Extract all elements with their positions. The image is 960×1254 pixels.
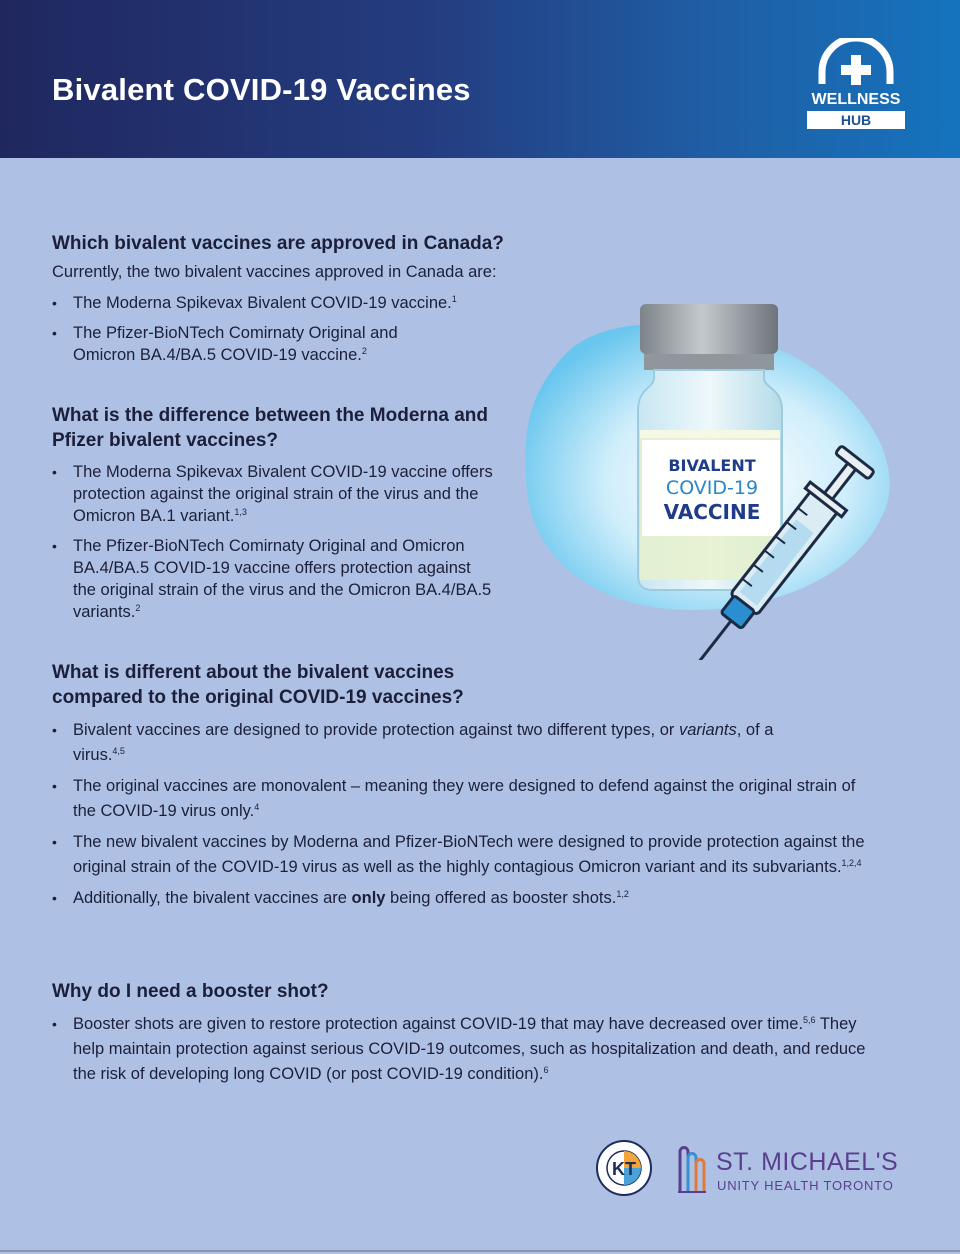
footer-logos [596,1138,916,1198]
section-heading: Why do I need a booster shot? [52,981,329,1002]
org-subtitle: UNITY HEALTH TORONTO [717,1178,894,1193]
list-item: • The Moderna Spikevax Bivalent COVID-19 vaccine.$^1$ [52,292,512,314]
section-heading: Which bivalent vaccines are approved in Canada? [52,233,504,254]
kt-logo [596,1140,652,1196]
page-divider [0,1250,960,1252]
list-item: • The Pfizer-BioNTech Comirnaty Original and Omicron BA.4/BA.5 COVID-19 vaccine offers protection against the original strain of the virus and the Omicron BA.4/BA.5 variants.$^2$ [52,535,497,623]
org-name: ST. MICHAEL'S [716,1148,899,1176]
list-item: • Booster shots are given to restore protection against COVID-19 that may have decreased over time.$^{5,6}$ They help maintain protection against serious COVID-19 outcomes, such as hospitalization and death, and reduce the risk of developing long COVID (or post COVID-19 condition).$^6$ [52,1012,892,1087]
section-heading: What is different about the bivalent vaccines compared to the original COVID-19 vaccines? [52,662,464,708]
wellness-hub-logo [800,38,912,134]
list-item: • The Pfizer-BioNTech Comirnaty Original and Omicron BA.4/BA.5 COVID-19 vaccine.$^2$ [52,322,453,366]
logo-line1: WELLNESS [811,91,901,108]
list-item: • Bivalent vaccines are designed to provide protection against two different types, or variants, of a virus.$^{4,5}$ [52,718,808,768]
st-michaels-mark [676,1142,708,1194]
page-title: Bivalent COVID-19 Vaccines [52,72,471,107]
section-bivalent-vs-original [52,660,882,911]
list-item: • The Moderna Spikevax Bivalent COVID-19 vaccine offers protection against the original strain of the virus and the Omicron BA.1 variant.$^{1,3}$ [52,461,497,527]
section-heading: What is the difference between the Moderna and Pfizer bivalent vaccines? [52,405,489,451]
section-intro: Currently, the two bivalent vaccines approved in Canada are: [52,263,497,281]
page-header [0,0,960,158]
bullet-list [52,718,882,911]
bullet-list [52,1012,892,1087]
section-booster [52,979,892,1087]
kt-logo-text: KT [612,1159,636,1179]
vial-label-line2: COVID-19 [665,477,759,499]
vial-label-line3: VACCINE [663,500,761,524]
bullet-list [52,292,512,366]
vaccine-illustration [520,290,920,660]
logo-line2: HUB [840,112,872,128]
section-difference [52,403,497,623]
vial-cap [640,304,778,354]
list-item: • The original vaccines are monovalent – meaning they were designed to defend against the original strain of the COVID-19 virus only.$^4$ [52,774,882,824]
vial-label-line1: BIVALENT [668,456,756,475]
section-approved-vaccines [52,231,512,366]
list-item: • Additionally, the bivalent vaccines are only being offered as booster shots.$^{1,2}$ [52,886,882,911]
bullet-list [52,461,497,623]
list-item: • The new bivalent vaccines by Moderna and Pfizer-BioNTech were designed to provide protection against the original strain of the COVID-19 virus as well as the highly contagious Omicron variant and its subvariants.$^{1,2,4}$ [52,830,882,880]
